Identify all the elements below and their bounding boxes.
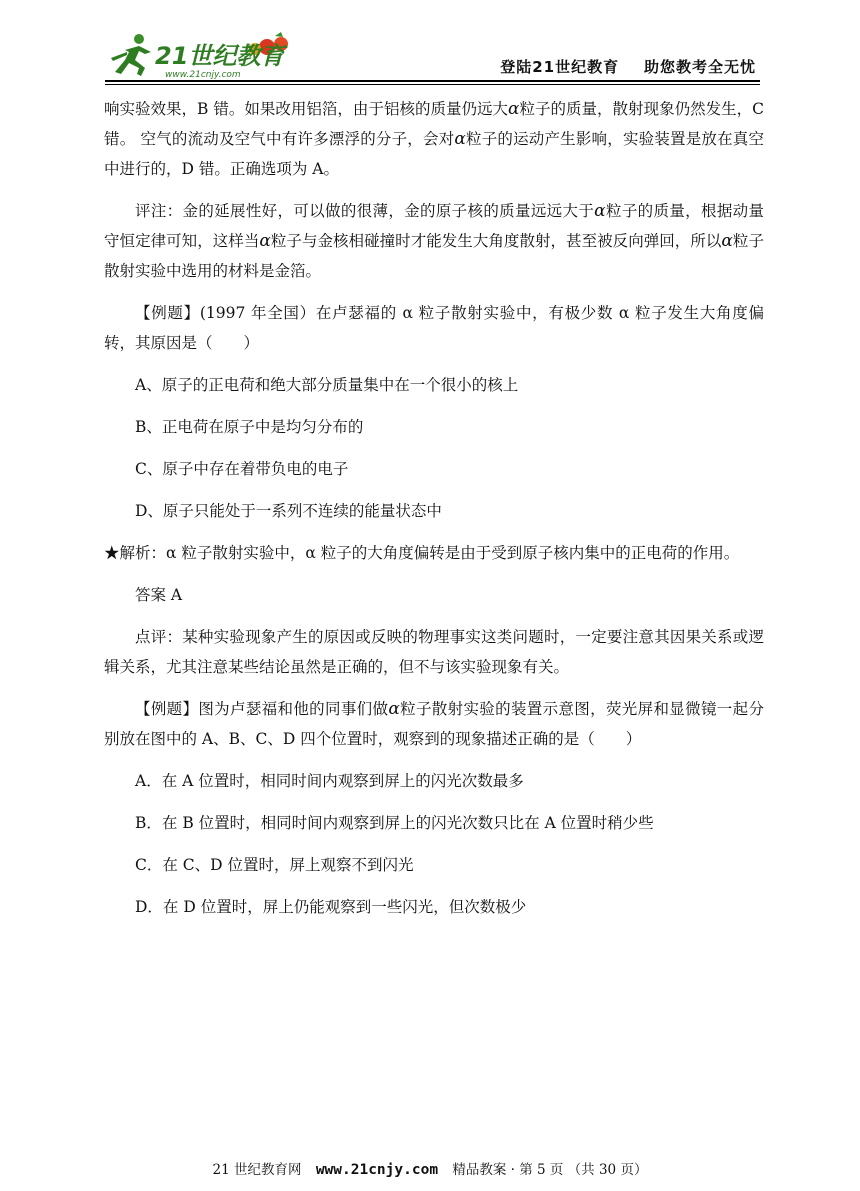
footer-url: www.21cnjy.com bbox=[315, 1162, 439, 1178]
alpha-symbol: α bbox=[721, 231, 733, 251]
page-header bbox=[105, 30, 760, 82]
footer-page-info: 精品教案 · 第 5 页 （共 30 页） bbox=[452, 1162, 648, 1178]
example1-analysis: ★解析：α 粒子散射实验中，α 粒子的大角度偏转是由于受到原子核内集中的正电荷的作用。 bbox=[104, 544, 740, 562]
paragraph-comment: 评注：金的延展性好，可以做的很薄，金的原子核的质量远远大于α粒子的质量，根据动量守恒定律可知，这样当α粒子与金核相碰撞时才能发生大角度散射，甚至被反向弹回，所以α粒子散射实验中选用的材料是金箔。 bbox=[104, 201, 764, 280]
example2-question: 【例题】图为卢瑟福和他的同事们做α粒子散射实验的装置示意图，荧光屏和显微镜一起分别放在图中的 A、B、C、D 四个位置时，观察到的现象描述正确的是（ ） bbox=[104, 699, 764, 748]
alpha-symbol: α bbox=[388, 699, 400, 719]
alpha-symbol: α bbox=[454, 129, 466, 149]
alpha-symbol: α bbox=[508, 99, 520, 119]
site-logo bbox=[105, 30, 305, 82]
example1-answer: 答案 A bbox=[135, 586, 183, 604]
example2-option-a: A．在 A 位置时，相同时间内观察到屏上的闪光次数最多 bbox=[135, 772, 524, 790]
running-figure-icon bbox=[111, 34, 151, 76]
alpha-symbol: α bbox=[259, 231, 271, 251]
footer-site: 21 世纪教育网 bbox=[212, 1162, 302, 1178]
example1-option-d: D、原子只能处于一系列不连续的能量状态中 bbox=[135, 502, 442, 520]
example2-option-b: B．在 B 位置时，相同时间内观察到屏上的闪光次数只比在 A 位置时稍少些 bbox=[135, 814, 654, 832]
document-body bbox=[104, 94, 764, 922]
header-tagline: 登陆21世纪教育 助您教考全无忧 bbox=[500, 58, 756, 76]
logo-url: www.21cnjy.com bbox=[165, 70, 241, 80]
example1-question: 【例题】(1997 年全国）在卢瑟福的 α 粒子散射实验中，有极少数 α 粒子发生大角度偏转，其原因是（ ） bbox=[104, 304, 764, 352]
example1-option-b: B、正电荷在原子中是均匀分布的 bbox=[135, 418, 364, 436]
logo-text: 21世纪教育 bbox=[155, 42, 285, 70]
page-footer bbox=[0, 1158, 860, 1178]
example2-option-c: C．在 C、D 位置时，屏上观察不到闪光 bbox=[135, 856, 414, 874]
header-rule-thick bbox=[105, 80, 760, 82]
example1-option-a: A、原子的正电荷和绝大部分质量集中在一个很小的核上 bbox=[135, 376, 519, 394]
header-rule-thin bbox=[105, 84, 760, 85]
alpha-symbol: α bbox=[594, 201, 606, 221]
example2-option-d: D．在 D 位置时，屏上仍能观察到一些闪光，但次数极少 bbox=[135, 898, 527, 916]
example1-option-c: C、原子中存在着带负电的电子 bbox=[135, 460, 349, 478]
comment-paragraph: 点评：某种实验现象产生的原因或反映的物理事实这类问题时，一定要注意其因果关系或逻辑关系，尤其注意某些结论虽然是正确的，但不与该实验现象有关。 bbox=[104, 628, 764, 676]
paragraph-continuation: 响实验效果，B 错。如果改用铝箔，由于铝核的质量仍远大α粒子的质量，散射现象仍然发生，C 错。 空气的流动及空气中有许多漂浮的分子，会对α粒子的运动产生影响，实验装置是放在真空中进行的，D 错。正确选项为 A。 bbox=[104, 99, 764, 178]
